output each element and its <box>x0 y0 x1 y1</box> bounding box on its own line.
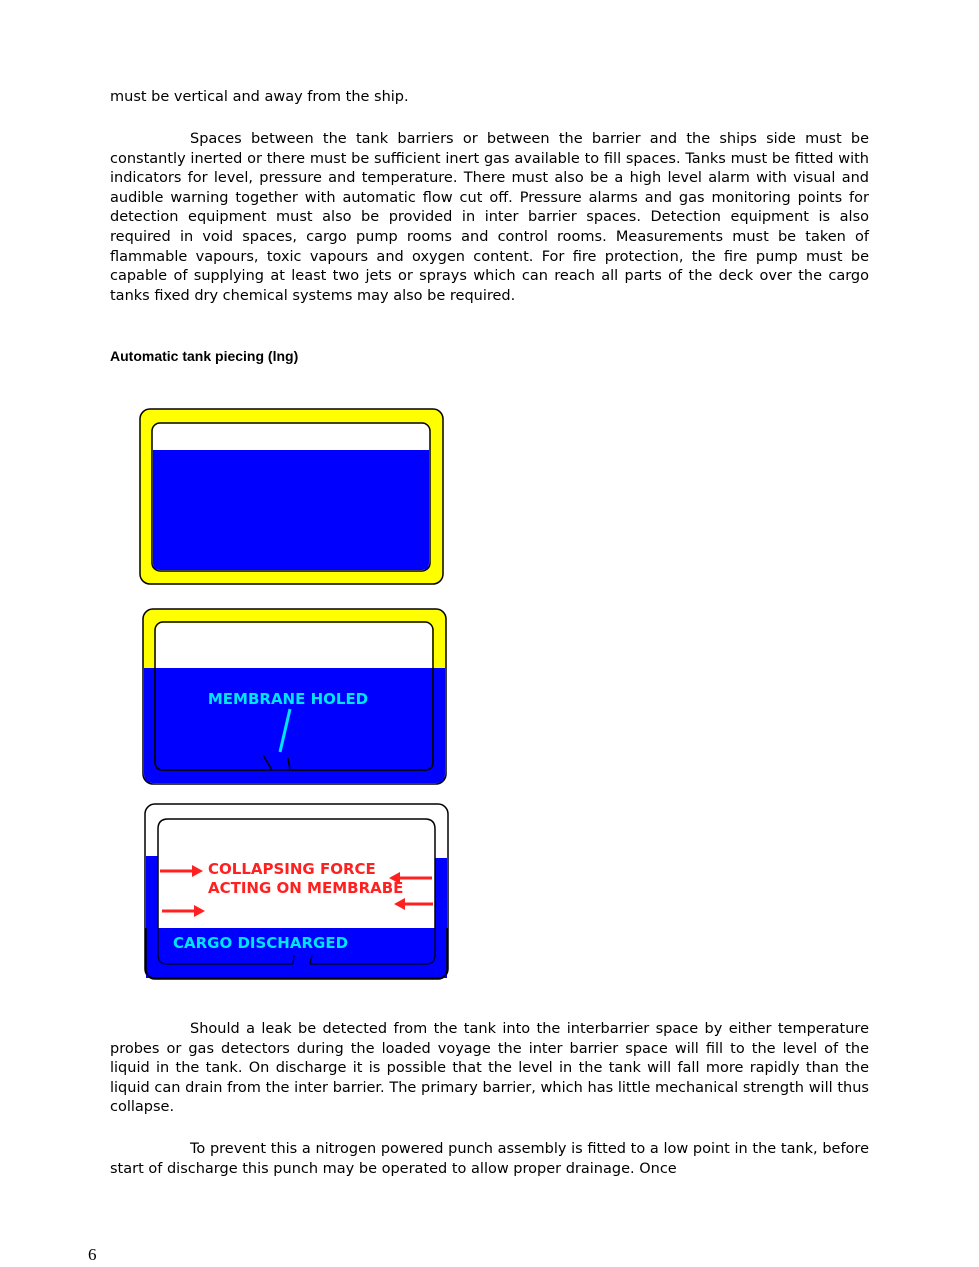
tank-loaded-cargo <box>153 450 429 570</box>
section-heading: Automatic tank piecing (lng) <box>110 348 299 364</box>
paragraph-leak-collapse: Should a leak be detected from the tank into the interbarrier space by either temperature probes or gas detectors during the loaded voyage the inter barrier space will fill to the level of the liquid in the tank. On discharge it is possible that the level in the tank will fall more rapidly than the liquid can drain from the inter barrier. The primary barrier, which has little mechanical strength will thus collapse. <box>110 1021 869 1116</box>
label-collapsing-force-line1: COLLAPSING FORCE <box>208 860 376 878</box>
tank-loaded <box>140 409 443 584</box>
paragraph-nitrogen-punch: To prevent this a nitrogen powered punch assembly is fitted to a low point in the tank, before start of discharge this punch may be operated to allow proper drainage. Once <box>110 1141 869 1177</box>
tank-holed-inner-cargo-fill <box>156 669 432 769</box>
label-membrane-holed: MEMBRANE HOLED <box>207 690 369 708</box>
paragraph-safety-requirements: Spaces between the tank barriers or between the barrier and the ships side must be constantly inerted or there must be sufficient inert gas available to fill spaces. Tanks must be fitted with indicators for level, pressure and temperature. There must also be a high level alarm with visual and audible warning together with automatic flow cut off. Pressure alarms and gas monitoring points for detection equipment must also be provided in inter barrier spaces. Detection equipment is also required in void spaces, cargo pump rooms and control rooms. Measurements must be taken of flammable vapours, toxic vapours and oxygen content. For fire protection, the fire pump must be capable of supplying at least two jets or sprays which can reach all parts of the deck over the cargo tanks fixed dry chemical systems may also be required. <box>110 131 869 304</box>
page-number: 6 <box>88 1245 97 1264</box>
tank-cargo-discharged <box>145 804 448 979</box>
tank-membrane-holed <box>143 609 446 784</box>
label-cargo-discharged: CARGO DISCHARGED <box>173 934 349 952</box>
paragraph-intro: must be vertical and away from the ship. <box>110 89 409 105</box>
label-collapsing-force-line2: ACTING ON MEMBRABE <box>208 879 404 897</box>
